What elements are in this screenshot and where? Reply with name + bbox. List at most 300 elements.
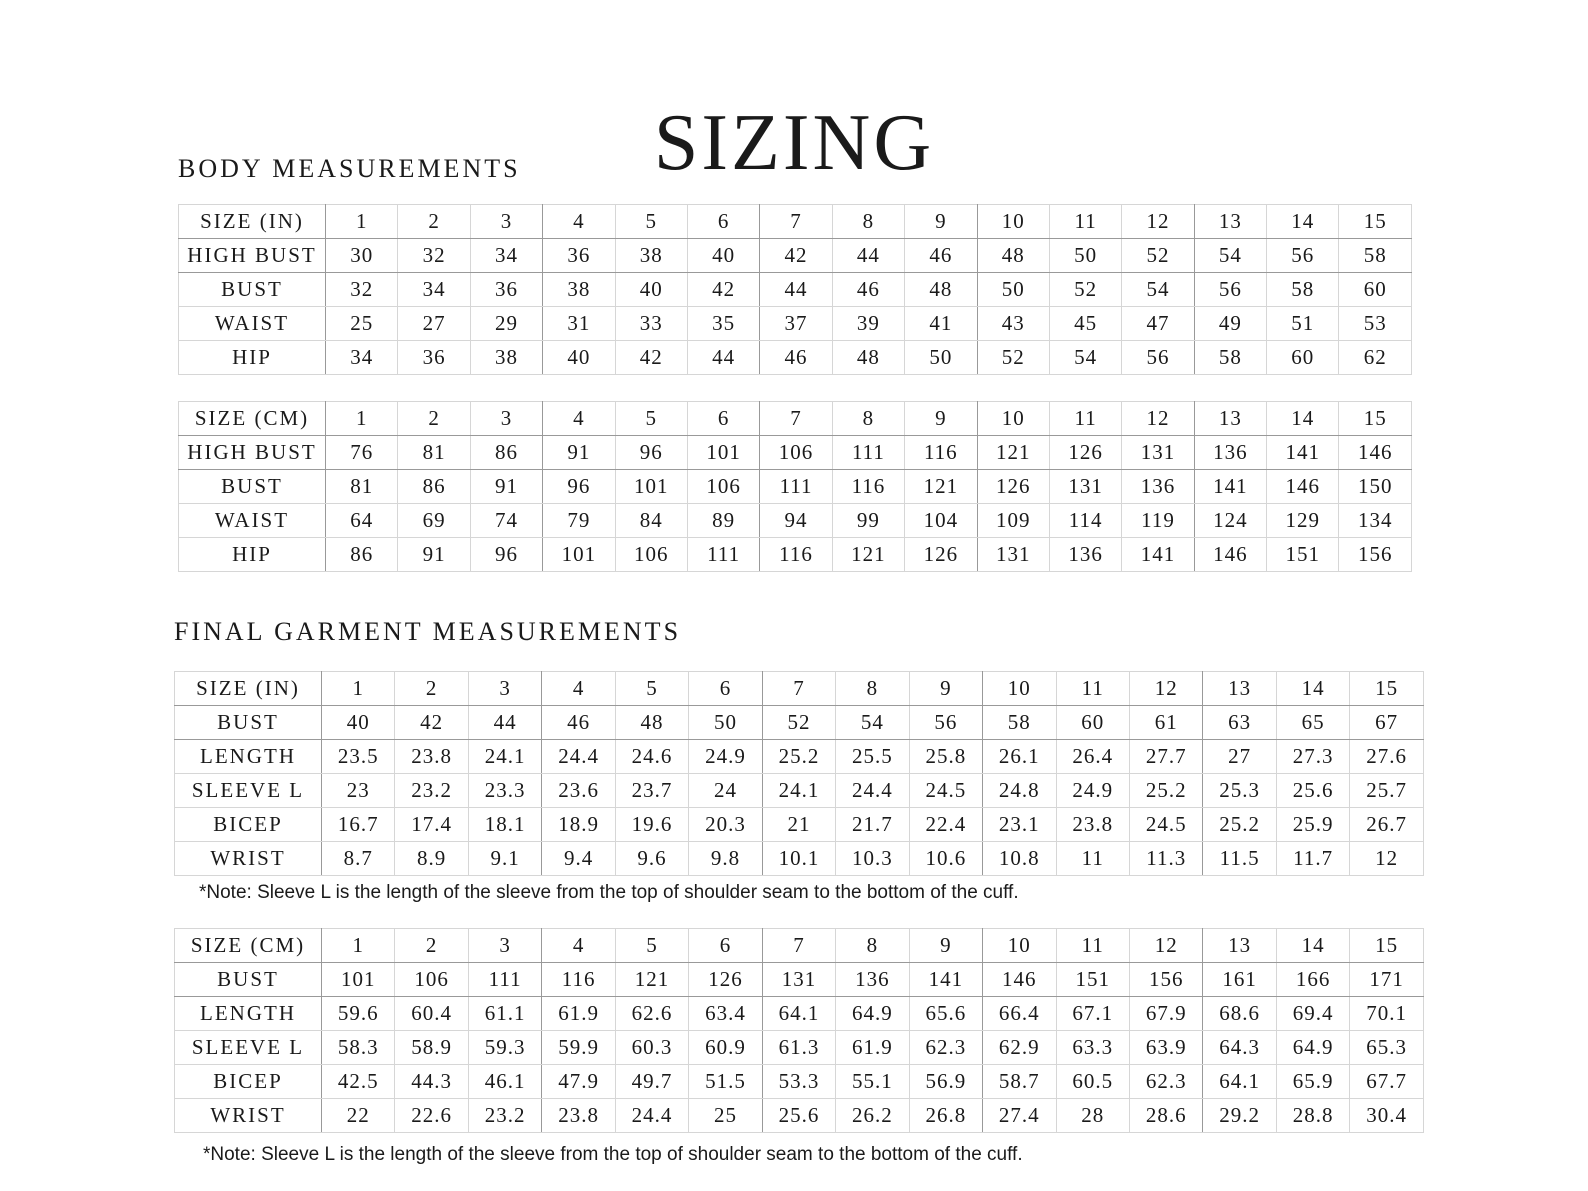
table-row	[179, 341, 1412, 375]
measurement-cell: 55.1	[836, 1065, 909, 1099]
measurement-cell: 25.6	[762, 1099, 835, 1133]
measurement-cell: 86	[470, 436, 542, 470]
size-number-cell: 5	[615, 402, 687, 436]
measurement-cell: 58	[1194, 341, 1266, 375]
measurement-cell: 86	[398, 470, 470, 504]
measurement-cell: 151	[1056, 963, 1129, 997]
size-number-cell: 2	[398, 402, 470, 436]
measurement-cell: 25.7	[1350, 774, 1424, 808]
table-row	[175, 1031, 1424, 1065]
body-measurements-heading: BODY MEASUREMENTS	[178, 154, 521, 183]
measurement-cell: 106	[760, 436, 832, 470]
row-label: HIP	[179, 341, 326, 375]
measurement-cell: 101	[322, 963, 395, 997]
table-row	[175, 740, 1424, 774]
measurement-cell: 24.5	[909, 774, 982, 808]
size-number-cell: 4	[543, 205, 615, 239]
measurement-cell: 12	[1350, 842, 1424, 876]
size-number-cell: 9	[905, 205, 977, 239]
measurement-cell: 40	[615, 273, 687, 307]
measurement-cell: 54	[1194, 239, 1266, 273]
measurement-cell: 26.2	[836, 1099, 909, 1133]
measurement-cell: 106	[615, 538, 687, 572]
measurement-cell: 54	[1049, 341, 1121, 375]
measurement-cell: 62.3	[1129, 1065, 1202, 1099]
measurement-cell: 48	[832, 341, 904, 375]
size-header-label: SIZE (CM)	[175, 929, 322, 963]
measurement-cell: 53.3	[762, 1065, 835, 1099]
size-number-cell: 14	[1267, 402, 1339, 436]
size-number-cell: 10	[977, 205, 1049, 239]
measurement-cell: 53	[1339, 307, 1412, 341]
size-number-cell: 1	[326, 402, 398, 436]
measurement-cell: 42	[395, 706, 468, 740]
measurement-cell: 58	[983, 706, 1056, 740]
measurement-cell: 49	[1194, 307, 1266, 341]
table-row	[179, 239, 1412, 273]
measurement-cell: 23.8	[1056, 808, 1129, 842]
measurement-cell: 24	[689, 774, 762, 808]
measurement-cell: 59.6	[322, 997, 395, 1031]
measurement-cell: 161	[1203, 963, 1276, 997]
measurement-cell: 25.2	[762, 740, 835, 774]
size-number-cell: 3	[470, 402, 542, 436]
measurement-cell: 22.6	[395, 1099, 468, 1133]
measurement-cell: 131	[1049, 470, 1121, 504]
measurement-cell: 42.5	[322, 1065, 395, 1099]
measurement-cell: 26.4	[1056, 740, 1129, 774]
measurement-cell: 126	[905, 538, 977, 572]
size-number-cell: 15	[1350, 672, 1424, 706]
measurement-cell: 69.4	[1276, 997, 1349, 1031]
table-row	[175, 774, 1424, 808]
measurement-cell: 25	[326, 307, 398, 341]
row-label: SLEEVE L	[175, 1031, 322, 1065]
measurement-cell: 35	[687, 307, 759, 341]
size-number-cell: 6	[689, 672, 762, 706]
measurement-cell: 23.7	[615, 774, 688, 808]
measurement-cell: 25.9	[1276, 808, 1349, 842]
size-number-cell: 11	[1049, 205, 1121, 239]
measurement-cell: 34	[398, 273, 470, 307]
measurement-cell: 19.6	[615, 808, 688, 842]
measurement-cell: 79	[543, 504, 615, 538]
measurement-cell: 8.7	[322, 842, 395, 876]
measurement-cell: 25.2	[1203, 808, 1276, 842]
size-number-cell: 4	[542, 672, 615, 706]
measurement-cell: 150	[1339, 470, 1412, 504]
size-number-cell: 13	[1194, 402, 1266, 436]
measurement-cell: 22.4	[909, 808, 982, 842]
size-number-cell: 13	[1203, 672, 1276, 706]
measurement-cell: 44	[760, 273, 832, 307]
measurement-cell: 47	[1122, 307, 1194, 341]
measurement-cell: 121	[905, 470, 977, 504]
measurement-cell: 146	[983, 963, 1056, 997]
measurement-cell: 23.8	[395, 740, 468, 774]
measurement-cell: 99	[832, 504, 904, 538]
measurement-cell: 23.6	[542, 774, 615, 808]
size-number-cell: 2	[395, 672, 468, 706]
measurement-cell: 25.2	[1129, 774, 1202, 808]
measurement-cell: 26.7	[1350, 808, 1424, 842]
measurement-cell: 111	[832, 436, 904, 470]
measurement-cell: 111	[687, 538, 759, 572]
table-row	[179, 307, 1412, 341]
size-number-cell: 13	[1203, 929, 1276, 963]
measurement-cell: 64.1	[1203, 1065, 1276, 1099]
measurement-cell: 61	[1129, 706, 1202, 740]
size-number-cell: 5	[615, 929, 688, 963]
measurement-cell: 106	[687, 470, 759, 504]
measurement-cell: 46	[832, 273, 904, 307]
measurement-cell: 34	[326, 341, 398, 375]
measurement-cell: 66.4	[983, 997, 1056, 1031]
measurement-cell: 67.7	[1350, 1065, 1424, 1099]
measurement-cell: 166	[1276, 963, 1349, 997]
measurement-cell: 106	[395, 963, 468, 997]
measurement-cell: 94	[760, 504, 832, 538]
sleeve-note-cm: *Note: Sleeve L is the length of the sleeve from the top of shoulder seam to the bottom of the cuff.	[203, 1144, 1023, 1165]
measurement-cell: 141	[1267, 436, 1339, 470]
garment-measurements-inches-table	[174, 671, 1424, 876]
measurement-cell: 146	[1194, 538, 1266, 572]
row-label: BUST	[175, 706, 322, 740]
measurement-cell: 27.7	[1129, 740, 1202, 774]
measurement-cell: 24.6	[615, 740, 688, 774]
measurement-cell: 46	[905, 239, 977, 273]
size-number-cell: 12	[1122, 402, 1194, 436]
measurement-cell: 58	[1339, 239, 1412, 273]
measurement-cell: 47.9	[542, 1065, 615, 1099]
measurement-cell: 58	[1267, 273, 1339, 307]
measurement-cell: 61.9	[542, 997, 615, 1031]
measurement-cell: 23.8	[542, 1099, 615, 1133]
measurement-cell: 23.3	[468, 774, 541, 808]
measurement-cell: 74	[470, 504, 542, 538]
measurement-cell: 76	[326, 436, 398, 470]
measurement-cell: 24.9	[1056, 774, 1129, 808]
table-row	[175, 808, 1424, 842]
table-row	[175, 1065, 1424, 1099]
measurement-cell: 25	[689, 1099, 762, 1133]
garment-measurements-cm-table	[174, 928, 1424, 1133]
measurement-cell: 30.4	[1350, 1099, 1424, 1133]
measurement-cell: 67.9	[1129, 997, 1202, 1031]
measurement-cell: 101	[687, 436, 759, 470]
size-number-cell: 10	[977, 402, 1049, 436]
measurement-cell: 21.7	[836, 808, 909, 842]
measurement-cell: 64.9	[1276, 1031, 1349, 1065]
measurement-cell: 24.1	[468, 740, 541, 774]
size-number-cell: 8	[836, 929, 909, 963]
measurement-cell: 46	[760, 341, 832, 375]
measurement-cell: 27	[398, 307, 470, 341]
size-number-cell: 12	[1129, 672, 1202, 706]
body-measurements-cm-table	[178, 401, 1412, 572]
measurement-cell: 70.1	[1350, 997, 1424, 1031]
row-label: BICEP	[175, 808, 322, 842]
measurement-cell: 43	[977, 307, 1049, 341]
measurement-cell: 65.6	[909, 997, 982, 1031]
measurement-cell: 32	[326, 273, 398, 307]
measurement-cell: 58.3	[322, 1031, 395, 1065]
measurement-cell: 64	[326, 504, 398, 538]
measurement-cell: 17.4	[395, 808, 468, 842]
measurement-cell: 42	[615, 341, 687, 375]
size-header-row	[175, 929, 1424, 963]
measurement-cell: 52	[1122, 239, 1194, 273]
measurement-cell: 26.8	[909, 1099, 982, 1133]
measurement-cell: 10.6	[909, 842, 982, 876]
measurement-cell: 21	[762, 808, 835, 842]
size-number-cell: 7	[762, 929, 835, 963]
measurement-cell: 18.9	[542, 808, 615, 842]
size-number-cell: 6	[687, 402, 759, 436]
measurement-cell: 62.9	[983, 1031, 1056, 1065]
size-number-cell: 14	[1276, 672, 1349, 706]
table-row	[179, 538, 1412, 572]
size-number-cell: 10	[983, 929, 1056, 963]
measurement-cell: 48	[615, 706, 688, 740]
measurement-cell: 84	[615, 504, 687, 538]
measurement-cell: 27.4	[983, 1099, 1056, 1133]
size-number-cell: 7	[760, 402, 832, 436]
measurement-cell: 38	[470, 341, 542, 375]
size-number-cell: 15	[1350, 929, 1424, 963]
measurement-cell: 109	[977, 504, 1049, 538]
size-number-cell: 15	[1339, 205, 1412, 239]
measurement-cell: 96	[470, 538, 542, 572]
size-number-cell: 9	[905, 402, 977, 436]
measurement-cell: 56	[909, 706, 982, 740]
measurement-cell: 136	[1049, 538, 1121, 572]
measurement-cell: 22	[322, 1099, 395, 1133]
measurement-cell: 54	[836, 706, 909, 740]
measurement-cell: 63	[1203, 706, 1276, 740]
measurement-cell: 96	[543, 470, 615, 504]
measurement-cell: 156	[1339, 538, 1412, 572]
measurement-cell: 141	[1122, 538, 1194, 572]
measurement-cell: 52	[1049, 273, 1121, 307]
measurement-cell: 126	[977, 470, 1049, 504]
measurement-cell: 11	[1056, 842, 1129, 876]
measurement-cell: 50	[1049, 239, 1121, 273]
measurement-cell: 56	[1267, 239, 1339, 273]
measurement-cell: 26.1	[983, 740, 1056, 774]
measurement-cell: 124	[1194, 504, 1266, 538]
measurement-cell: 11.7	[1276, 842, 1349, 876]
size-number-cell: 5	[615, 205, 687, 239]
table-row	[175, 1099, 1424, 1133]
measurement-cell: 131	[762, 963, 835, 997]
table-row	[179, 470, 1412, 504]
measurement-cell: 61.3	[762, 1031, 835, 1065]
measurement-cell: 27.3	[1276, 740, 1349, 774]
measurement-cell: 16.7	[322, 808, 395, 842]
measurement-cell: 59.3	[468, 1031, 541, 1065]
measurement-cell: 23.5	[322, 740, 395, 774]
measurement-cell: 141	[1194, 470, 1266, 504]
row-label: WAIST	[179, 504, 326, 538]
measurement-cell: 60.4	[395, 997, 468, 1031]
measurement-cell: 37	[760, 307, 832, 341]
measurement-cell: 44	[687, 341, 759, 375]
measurement-cell: 56.9	[909, 1065, 982, 1099]
size-number-cell: 11	[1056, 929, 1129, 963]
measurement-cell: 129	[1267, 504, 1339, 538]
measurement-cell: 156	[1129, 963, 1202, 997]
measurement-cell: 23.1	[983, 808, 1056, 842]
row-label: HIGH BUST	[179, 436, 326, 470]
measurement-cell: 121	[977, 436, 1049, 470]
size-number-cell: 9	[909, 929, 982, 963]
measurement-cell: 56	[1194, 273, 1266, 307]
measurement-cell: 11.3	[1129, 842, 1202, 876]
measurement-cell: 27.6	[1350, 740, 1424, 774]
size-number-cell: 12	[1129, 929, 1202, 963]
measurement-cell: 131	[977, 538, 1049, 572]
row-label: BUST	[179, 470, 326, 504]
measurement-cell: 23.2	[468, 1099, 541, 1133]
sleeve-note-inches: *Note: Sleeve L is the length of the sleeve from the top of shoulder seam to the bottom of the cuff.	[199, 882, 1019, 903]
measurement-cell: 58.7	[983, 1065, 1056, 1099]
measurement-cell: 126	[689, 963, 762, 997]
measurement-cell: 101	[543, 538, 615, 572]
measurement-cell: 121	[615, 963, 688, 997]
measurement-cell: 46.1	[468, 1065, 541, 1099]
measurement-cell: 46	[542, 706, 615, 740]
measurement-cell: 119	[1122, 504, 1194, 538]
measurement-cell: 48	[977, 239, 1049, 273]
measurement-cell: 65	[1276, 706, 1349, 740]
measurement-cell: 24.4	[615, 1099, 688, 1133]
measurement-cell: 28	[1056, 1099, 1129, 1133]
measurement-cell: 50	[905, 341, 977, 375]
page-title: SIZING	[653, 98, 935, 187]
size-number-cell: 9	[909, 672, 982, 706]
measurement-cell: 34	[470, 239, 542, 273]
measurement-cell: 25.3	[1203, 774, 1276, 808]
size-number-cell: 8	[832, 205, 904, 239]
size-number-cell: 14	[1267, 205, 1339, 239]
measurement-cell: 101	[615, 470, 687, 504]
measurement-cell: 61.1	[468, 997, 541, 1031]
measurement-cell: 134	[1339, 504, 1412, 538]
final-garment-measurements-heading: FINAL GARMENT MEASUREMENTS	[174, 617, 682, 646]
row-label: HIGH BUST	[179, 239, 326, 273]
measurement-cell: 116	[760, 538, 832, 572]
measurement-cell: 86	[326, 538, 398, 572]
measurement-cell: 9.4	[542, 842, 615, 876]
measurement-cell: 24.9	[689, 740, 762, 774]
measurement-cell: 141	[909, 963, 982, 997]
measurement-cell: 136	[836, 963, 909, 997]
measurement-cell: 24.5	[1129, 808, 1202, 842]
measurement-cell: 51.5	[689, 1065, 762, 1099]
measurement-cell: 40	[687, 239, 759, 273]
size-number-cell: 6	[687, 205, 759, 239]
measurement-cell: 65.9	[1276, 1065, 1349, 1099]
measurement-cell: 50	[689, 706, 762, 740]
size-header-row	[175, 672, 1424, 706]
measurement-cell: 111	[468, 963, 541, 997]
measurement-cell: 41	[905, 307, 977, 341]
size-number-cell: 10	[983, 672, 1056, 706]
measurement-cell: 126	[1049, 436, 1121, 470]
measurement-cell: 111	[760, 470, 832, 504]
measurement-cell: 62.3	[909, 1031, 982, 1065]
size-number-cell: 1	[322, 929, 395, 963]
size-number-cell: 1	[322, 672, 395, 706]
table-row	[175, 997, 1424, 1031]
measurement-cell: 91	[470, 470, 542, 504]
table-row	[179, 436, 1412, 470]
measurement-cell: 24.4	[542, 740, 615, 774]
row-label: LENGTH	[175, 740, 322, 774]
measurement-cell: 39	[832, 307, 904, 341]
measurement-cell: 44.3	[395, 1065, 468, 1099]
body-measurements-inches-table	[178, 204, 1412, 375]
measurement-cell: 81	[398, 436, 470, 470]
measurement-cell: 42	[687, 273, 759, 307]
size-number-cell: 11	[1056, 672, 1129, 706]
measurement-cell: 131	[1122, 436, 1194, 470]
measurement-cell: 121	[832, 538, 904, 572]
size-header-label: SIZE (CM)	[179, 402, 326, 436]
measurement-cell: 60	[1339, 273, 1412, 307]
size-number-cell: 7	[762, 672, 835, 706]
table-row	[175, 706, 1424, 740]
measurement-cell: 31	[543, 307, 615, 341]
measurement-cell: 96	[615, 436, 687, 470]
measurement-cell: 29.2	[1203, 1099, 1276, 1133]
size-header-label: SIZE (IN)	[179, 205, 326, 239]
size-number-cell: 3	[470, 205, 542, 239]
measurement-cell: 136	[1122, 470, 1194, 504]
size-number-cell: 2	[395, 929, 468, 963]
measurement-cell: 58.9	[395, 1031, 468, 1065]
measurement-cell: 20.3	[689, 808, 762, 842]
size-header-row	[179, 205, 1412, 239]
row-label: BICEP	[175, 1065, 322, 1099]
measurement-cell: 44	[832, 239, 904, 273]
table-row	[175, 842, 1424, 876]
row-label: BUST	[179, 273, 326, 307]
row-label: SLEEVE L	[175, 774, 322, 808]
measurement-cell: 11.5	[1203, 842, 1276, 876]
measurement-cell: 61.9	[836, 1031, 909, 1065]
size-header-label: SIZE (IN)	[175, 672, 322, 706]
measurement-cell: 23	[322, 774, 395, 808]
measurement-cell: 69	[398, 504, 470, 538]
measurement-cell: 67.1	[1056, 997, 1129, 1031]
measurement-cell: 146	[1267, 470, 1339, 504]
row-label: WAIST	[179, 307, 326, 341]
measurement-cell: 52	[977, 341, 1049, 375]
measurement-cell: 28.8	[1276, 1099, 1349, 1133]
measurement-cell: 64.9	[836, 997, 909, 1031]
measurement-cell: 36	[398, 341, 470, 375]
measurement-cell: 48	[905, 273, 977, 307]
measurement-cell: 51	[1267, 307, 1339, 341]
measurement-cell: 136	[1194, 436, 1266, 470]
measurement-cell: 63.4	[689, 997, 762, 1031]
measurement-cell: 36	[543, 239, 615, 273]
measurement-cell: 24.1	[762, 774, 835, 808]
size-number-cell: 5	[615, 672, 688, 706]
size-number-cell: 2	[398, 205, 470, 239]
